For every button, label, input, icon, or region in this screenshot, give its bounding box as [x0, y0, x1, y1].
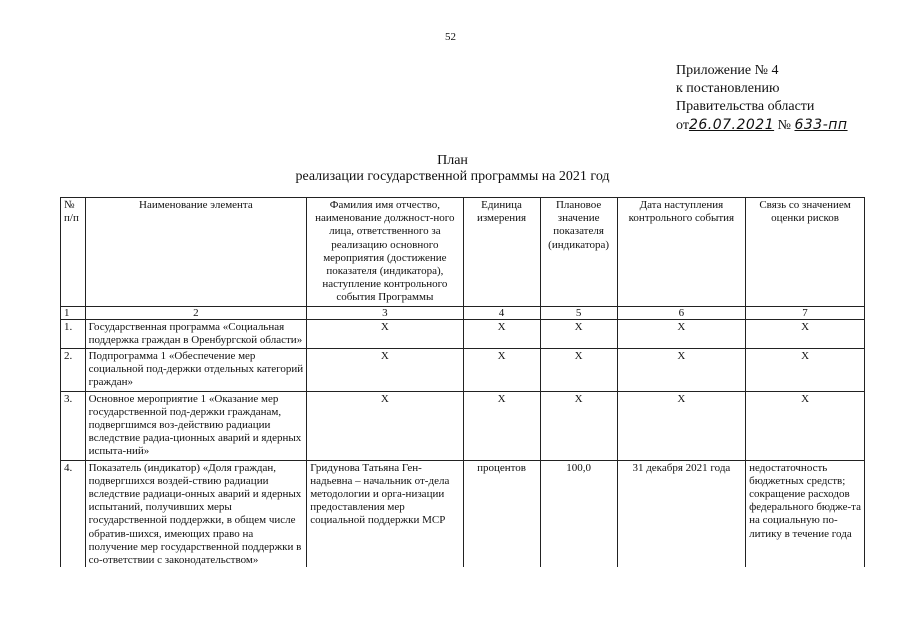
row-planned-value: X [540, 319, 617, 348]
row-planned-value: X [540, 391, 617, 460]
page-number: 52 [445, 31, 456, 43]
row-unit: X [463, 349, 540, 392]
column-number: 2 [85, 306, 307, 319]
appendix-block [676, 62, 848, 135]
column-number: 4 [463, 306, 540, 319]
row-planned-value: 100,0 [540, 460, 617, 567]
header-number: № п/п [61, 198, 86, 307]
column-number: 1 [61, 306, 86, 319]
row-planned-value: X [540, 349, 617, 392]
row-element-name: Подпрограмма 1 «Обеспечение мер социальной под-держки отдельных категорий граждан» [85, 349, 307, 392]
row-number: 1. [61, 319, 86, 348]
row-number: 4. [61, 460, 86, 567]
appendix-number: 633-пп [794, 117, 848, 133]
table-row [61, 460, 865, 567]
row-risk-link: X [746, 349, 865, 392]
appendix-line-1: Приложение № 4 [676, 63, 779, 78]
appendix-line-4 [676, 116, 848, 135]
row-responsible: X [307, 319, 463, 348]
row-event-date: 31 декабря 2021 года [617, 460, 745, 567]
row-risk-link: X [746, 319, 865, 348]
row-unit: X [463, 319, 540, 348]
column-number: 7 [746, 306, 865, 319]
appendix-number-label: № [777, 118, 791, 133]
column-number-row [61, 306, 865, 319]
column-number: 3 [307, 306, 463, 319]
row-element-name-text: Показатель (индикатор) «Доля граждан, подвергшихся воздей-ствию радиации вследствие радиаци-онных аварий и ядерных испытаний, получивших меры государственной поддержки, в общем числе обратив-шихся, имеющих право на получение мер государственной поддержки в со-ответствии с законодательством» [88, 461, 302, 566]
header-risk-link: Связь со значением оценки рисков [746, 198, 865, 307]
column-number: 6 [617, 306, 745, 319]
row-risk-link: X [746, 391, 865, 460]
plan-table [60, 197, 865, 567]
header-planned-value: Плановое значение показателя (индикатора) [540, 198, 617, 307]
appendix-from-label: от [676, 118, 689, 133]
table-row [61, 349, 865, 392]
column-number: 5 [540, 306, 617, 319]
row-element-name: Государственная программа «Социальная поддержка граждан в Оренбургской области» [85, 319, 307, 348]
appendix-date: 26.07.2021 [688, 117, 775, 133]
row-event-date: X [617, 391, 745, 460]
row-number: 3. [61, 391, 86, 460]
row-element-name [85, 460, 307, 567]
table-header-row [61, 198, 865, 307]
row-unit: X [463, 391, 540, 460]
row-responsible: Гридунова Татьяна Ген-надьевна – начальник от-дела методологии и орга-низации предоставления мер социальной поддержки МСР [307, 460, 463, 567]
header-responsible: Фамилия имя отчество, наименование должност-ного лица, ответственного за реализацию основного мероприятия (достижение показателя (индикатора), наступление контрольного события Программы [307, 198, 463, 307]
appendix-line-2: к постановлению [676, 81, 780, 96]
row-event-date: X [617, 349, 745, 392]
row-number: 2. [61, 349, 86, 392]
plan-subtitle: реализации государственной программы на 2021 год [295, 169, 610, 184]
header-element-name: Наименование элемента [85, 198, 307, 307]
header-event-date: Дата наступления контрольного события [617, 198, 745, 307]
table-row [61, 319, 865, 348]
header-unit: Единица измерения [463, 198, 540, 307]
row-element-name: Основное мероприятие 1 «Оказание мер государственной под-держки гражданам, подвергшимся воз-действию радиации вследствие радиа-ционных аварий и ядерных испыта-ний» [85, 391, 307, 460]
row-responsible: X [307, 391, 463, 460]
row-unit: процентов [463, 460, 540, 567]
row-risk-link: недостаточность бюджетных средств; сокращение расходов федерального бюдже-та на социальную по-литику в течение года [746, 460, 865, 567]
table-row [61, 391, 865, 460]
row-event-date: X [617, 319, 745, 348]
appendix-line-3: Правительства области [676, 99, 815, 114]
plan-title: План [437, 153, 468, 168]
row-responsible: X [307, 349, 463, 392]
